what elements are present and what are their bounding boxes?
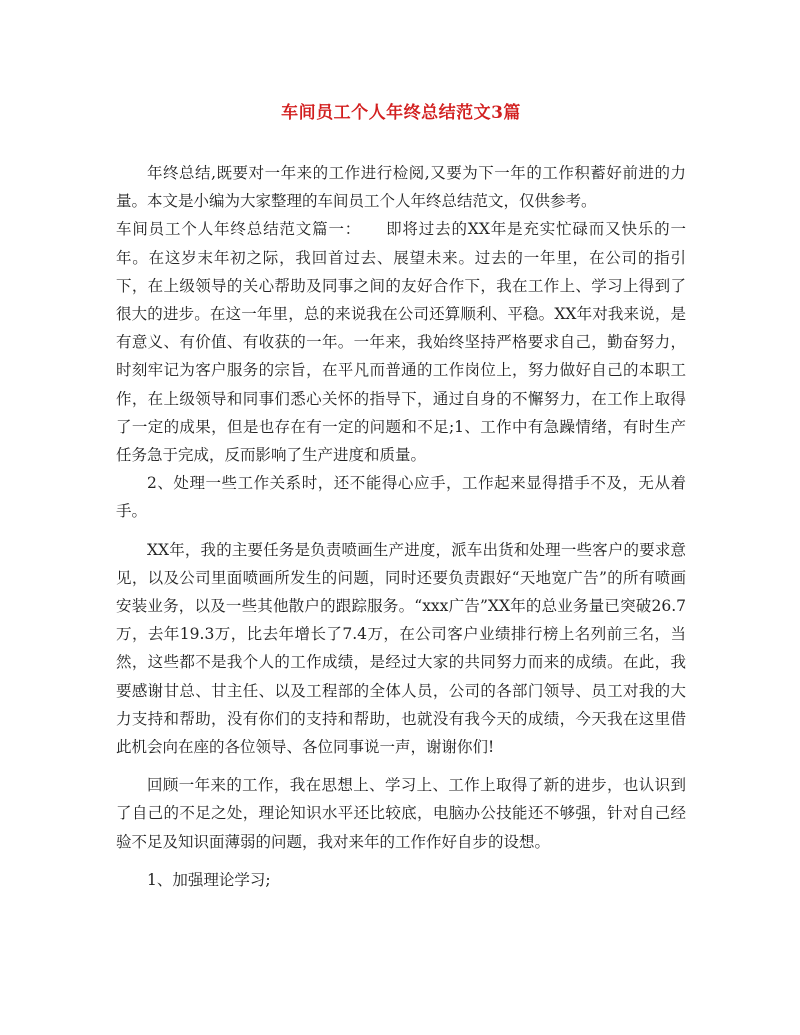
intro-paragraph: 年终总结,既要对一年来的工作进行检阅,又要为下一年的工作积蓄好前进的力量。本文是小编为大家整理的车间员工个人年终总结范文，仅供参考。 [116, 164, 686, 211]
document-title: 车间员工个人年终总结范文3篇 [281, 103, 521, 123]
review-paragraph: 回顾一年来的工作，我在思想上、学习上、工作上取得了新的进步，也认识到了自己的不足之处，理论知识水平还比较底，电脑办公技能还不够强，针对自己经验不足及知识面薄弱的问题，我对来年的工作作好自步的设想。 [116, 776, 686, 851]
document-page [116, 98, 686, 904]
work-relations-paragraph: 2、处理一些工作关系时，还不能得心应手，工作起来显得措手不及，无从着手。 [116, 474, 686, 521]
plan-item-paragraph: 1、加强理论学习; [147, 870, 271, 889]
section-one-paragraph: 车间员工个人年终总结范文篇一： 即将过去的XX年是充实忙碌而又快乐的一年。在这岁末年初之际，我回首过去、展望未来。过去的一年里，在公司的指引下，在上级领导的关心帮助及同事之间的友好合作下，我在工作上、学习上得到了很大的进步。在这一年里，总的来说我在公司还算顺利、平稳。XX年对我来说，是有意义、有价值、有收获的一年。一年来，我始终坚持严格要求自己，勤奋努力，时刻牢记为客户服务的宗旨，在平凡而普通的工作岗位上，努力做好自己的本职工作，在上级领导和同事们悉心关怀的指导下，通过自身的不懈努力，在工作上取得了一定的成果，但是也存在有一定的问题和不足;1、工作中有急躁情绪，有时生产任务急于完成，反而影响了生产进度和质量。 [116, 220, 686, 465]
main-tasks-paragraph: XX年，我的主要任务是负责喷画生产进度，派车出货和处理一些客户的要求意见，以及公司里面喷画所发生的问题，同时还要负责跟好“天地宽广告”的所有喷画安装业务，以及一些其他散户的跟踪服务。“xxx广告”XX年的总业务量已突破26.7万，去年19.3万，比去年增长了7.4万，在公司客户业绩排行榜上名列前三名，当然，这些都不是我个人的工作成绩，是经过大家的共同努力而来的成绩。在此，我要感谢甘总、甘主任、以及工程部的全体人员，公司的各部门领导、员工对我的大力支持和帮助，没有你们的支持和帮助，也就没有我今天的成绩，今天我在这里借此机会向在座的各位领导、各位同事说一声，谢谢你们! [116, 540, 686, 757]
